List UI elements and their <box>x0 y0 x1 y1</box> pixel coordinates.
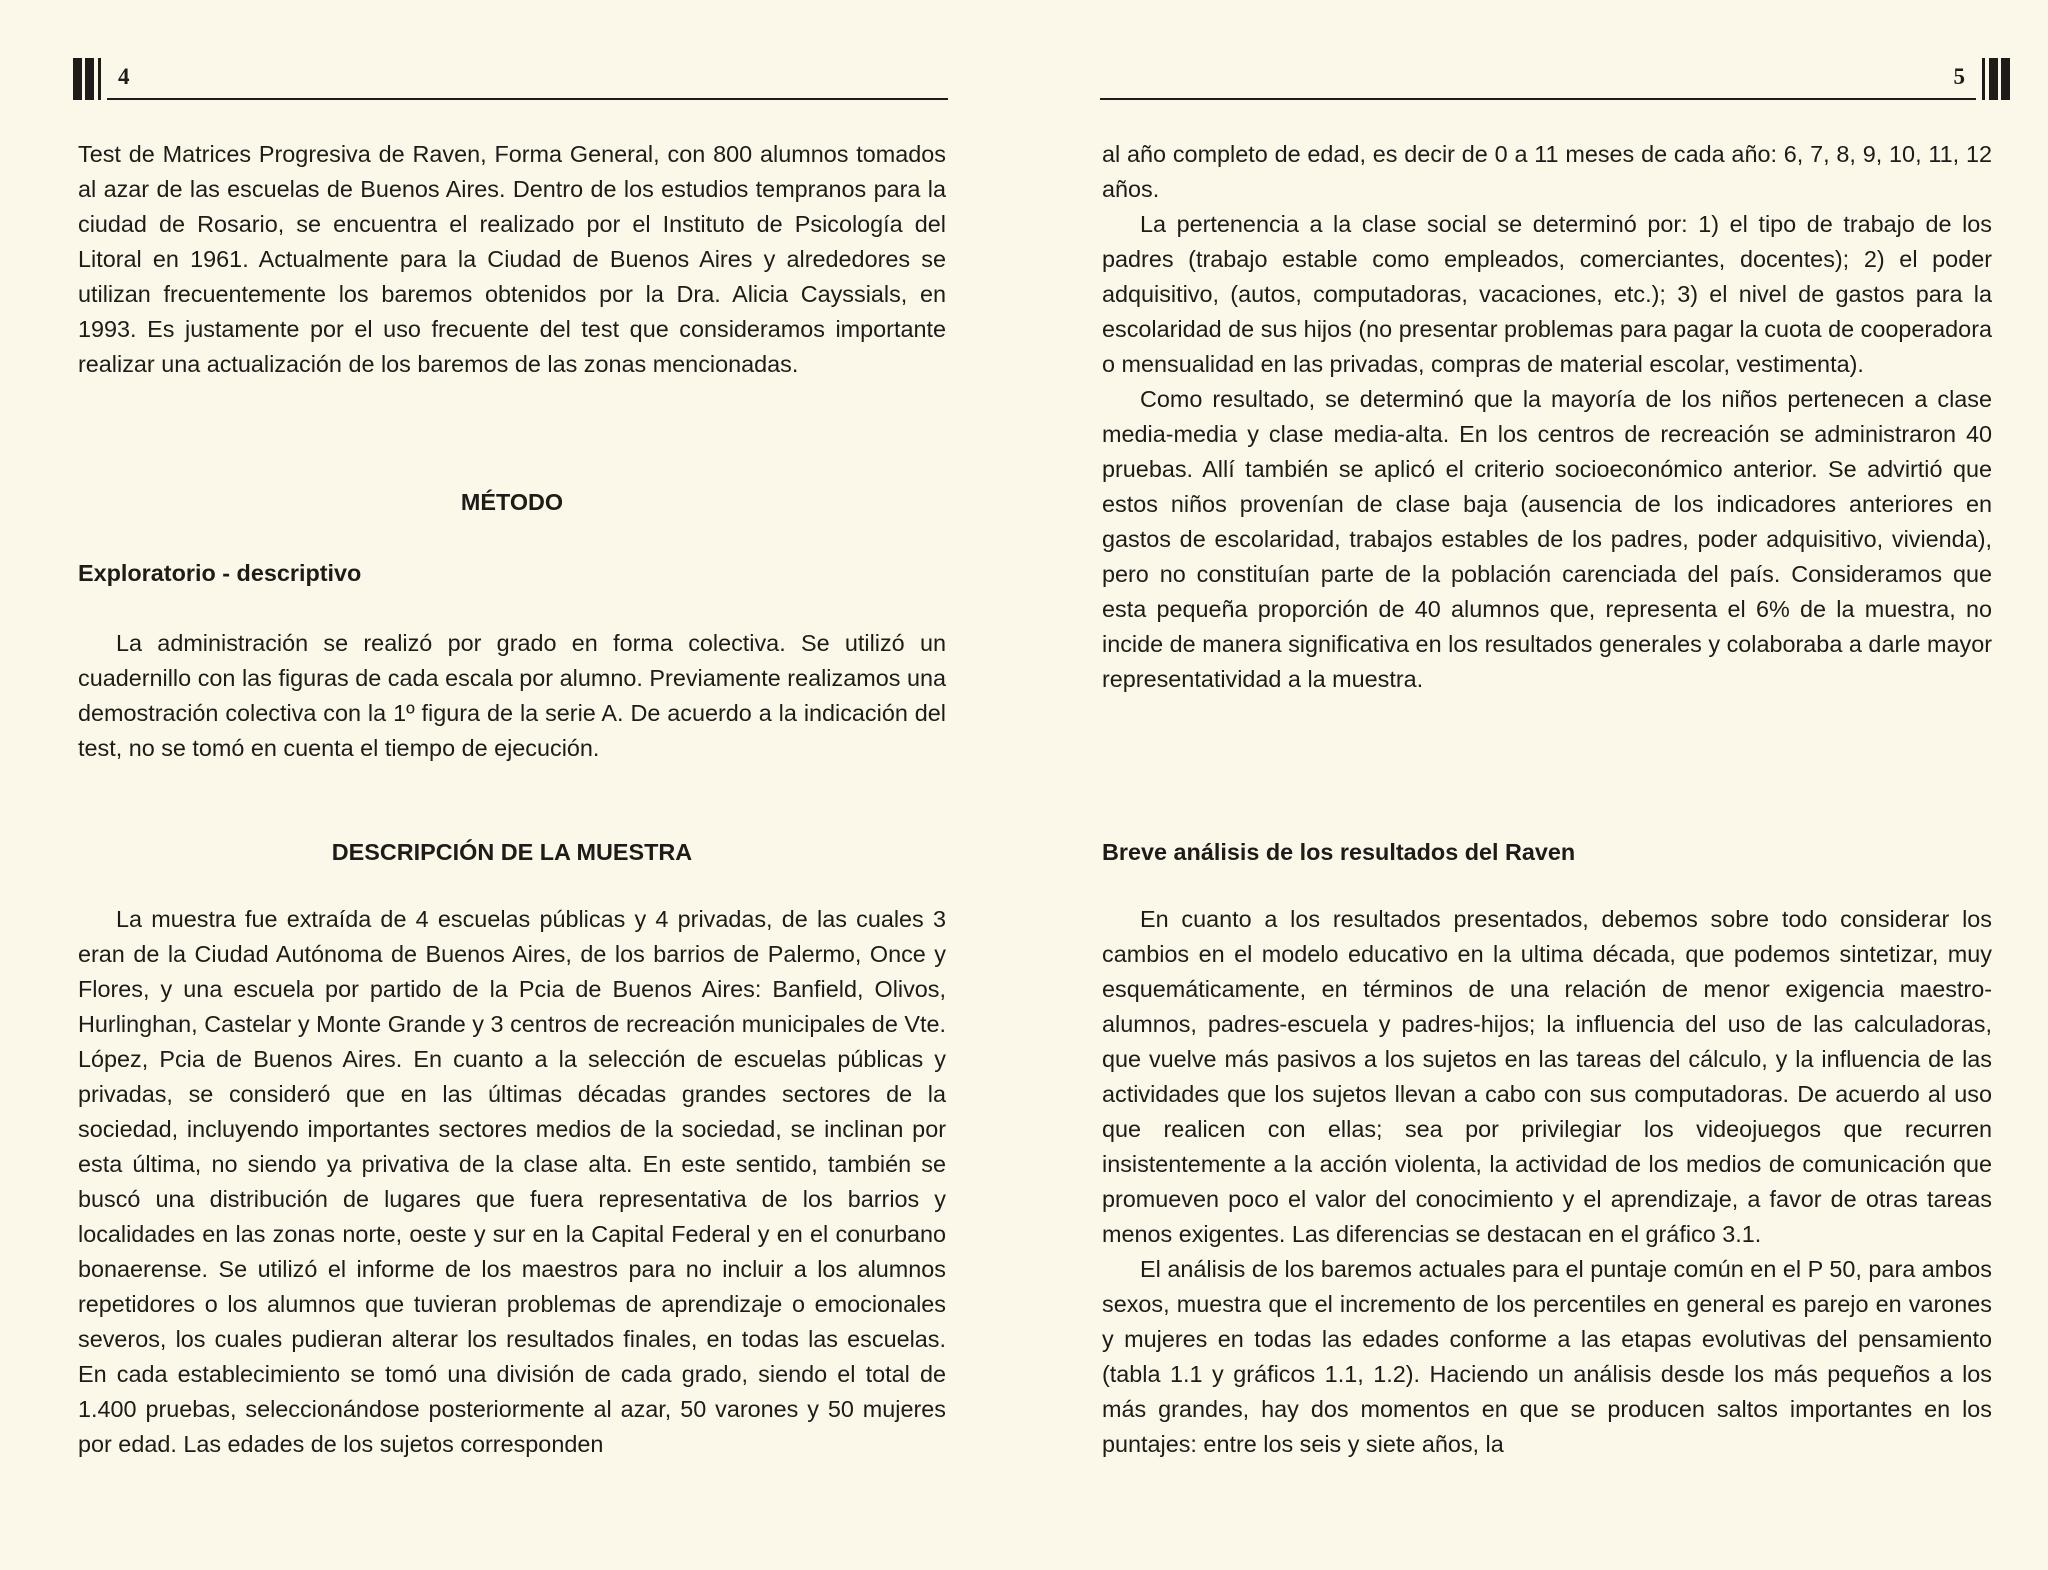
analisis-heading: Breve análisis de los resultados del Raven <box>1102 839 1576 865</box>
header-bars-ornament <box>1976 58 2010 100</box>
page-number: 4 <box>118 64 130 89</box>
muestra-paragraph: La muestra fue extraída de 4 escuelas públicas y 4 privadas, de las cuales 3 eran de la Ciudad Autónoma de Buenos Aires, de los barrios de Palermo, Once y Flores, y una escuela por partido de la Pcia de Buenos Aires: Banfield, Olivos, Hurlinghan, Castelar y Monte Grande y 3 centros de recreación municipales de Vte. López, Pcia de Buenos Aires. En cuanto a la selección de escuelas públicas y privadas, se consideró que en las últimas décadas grandes sectores de la sociedad, incluyendo importantes sectores medios de la sociedad, se inclinan por esta última, no siendo ya privativa de la clase alta. En este sentido, también se buscó una distribución de lugares que fuera representativa de los barrios y localidades en las zonas norte, oeste y sur en la Capital Federal y en el conurbano bonaerense. Se utilizó el informe de los maestros para no incluir a los alumnos repetidores o los alumnos que tuvieran problemas de aprendizaje o emocionales severos, los cuales pudieran alterar los resultados finales, en todas las escuelas. En cada establecimiento se tomó una división de cada grado, siendo el total de 1.400 pruebas, seleccionándose posteriormente al azar, 50 varones y 50 mujeres por edad. Las edades de los sujetos corresponden <box>78 906 946 1457</box>
metodo-heading: MÉTODO <box>460 489 564 515</box>
continuation-paragraph: al año completo de edad, es decir de 0 a 11 meses de cada año: 6, 7, 8, 9, 10, 11, 12 años. <box>1102 141 1992 202</box>
page-header <box>73 58 948 100</box>
muestra-heading: DESCRIPCIÓN DE LA MUESTRA <box>331 839 693 865</box>
baremos-paragraph: El análisis de los baremos actuales para el puntaje común en el P 50, para ambos sexos, muestra que el incremento de los percentiles en general es parejo en varones y mujeres en todas las edades conforme a las etapas evolutivas del pensamiento (tabla 1.1 y gráficos 1.1, 1.2). Haciendo un análisis desde los más pequeños a los más grandes, hay dos momentos en que se producen saltos importantes en los puntajes: entre los seis y siete años, la <box>1102 1256 1992 1457</box>
page-number: 5 <box>1953 64 1965 89</box>
right-page <box>1024 0 2048 1570</box>
intro-paragraph: Test de Matrices Progresiva de Raven, Forma General, con 800 alumnos tomados al azar de las escuelas de Buenos Aires. Dentro de los estudios tempranos para la ciudad de Rosario, se encuentra el realizado por el Instituto de Psicología del Litoral en 1961. Actualmente para la Ciudad de Buenos Aires y alrededores se utilizan frecuentemente los baremos obtenidos por la Dra. Alicia Cayssials, en 1993. Es justamente por el uso frecuente del test que consideramos importante realizar una actualización de los baremos de las zonas mencionadas. <box>78 141 946 377</box>
header-rule <box>1100 98 1976 100</box>
resultado-paragraph: Como resultado, se determinó que la mayoría de los niños pertenecen a clase media-media y clase media-alta. En los centros de recreación se administraron 40 pruebas. Allí también se aplicó el criterio socioeconómico anterior. Se advirtió que estos niños provenían de clase baja (ausencia de los indicadores anteriores en gastos de escolaridad, trabajos estables de los padres, poder adquisitivo, vivienda), pero no constituían parte de la población carenciada del país. Consideramos que esta pequeña proporción de 40 alumnos que, representa el 6% de la muestra, no incide de manera significativa en los resultados generales y colaboraba a darle mayor representatividad a la muestra. <box>1102 386 1992 692</box>
header-bars-ornament <box>73 58 107 100</box>
intro-paragraph-block <box>78 137 946 382</box>
analisis-paragraph: En cuanto a los resultados presentados, debemos sobre todo considerar los cambios en el modelo educativo en la ultima década, que podemos sintetizar, muy esquemáticamente, en términos de una relación de menor exigencia maestro-alumnos, padres-escuela y padres-hijos; la influencia del uso de las calculadoras, que vuelve más pasivos a los sujetos en las tareas del cálculo, y la influencia de las actividades que los sujetos llevan a cabo con sus computadoras. De acuerdo al uso que realicen con ellas; sea por privilegiar los videojuegos que recurren insistentemente a la acción violenta, la actividad de los medios de comunicación que promueven poco el valor del conocimiento y el aprendizaje, a favor de otras tareas menos exigentes. Las diferencias se destacan en el gráfico 3.1. <box>1102 906 1992 1247</box>
header-rule <box>107 98 948 100</box>
clase-social-paragraph: La pertenencia a la clase social se determinó por: 1) el tipo de trabajo de los padres (trabajo estable como empleados, comerciantes, docentes); 2) el poder adquisitivo, (autos, computadoras, vacaciones, etc.); 3) el nivel de gastos para la escolaridad de sus hijos (no presentar problemas para pagar la cuota de cooperadora o mensualidad en las privadas, compras de material escolar, vestimenta). <box>1102 211 1992 377</box>
exploratorio-heading: Exploratorio - descriptivo <box>78 560 362 586</box>
administracion-paragraph: La administración se realizó por grado en forma colectiva. Se utilizó un cuadernillo con las figuras de cada escala por alumno. Previamente realizamos una demostración colectiva con la 1º figura de la serie A. De acuerdo a la indicación del test, no se tomó en cuenta el tiempo de ejecución. <box>78 630 946 761</box>
page-header <box>1100 58 2010 100</box>
